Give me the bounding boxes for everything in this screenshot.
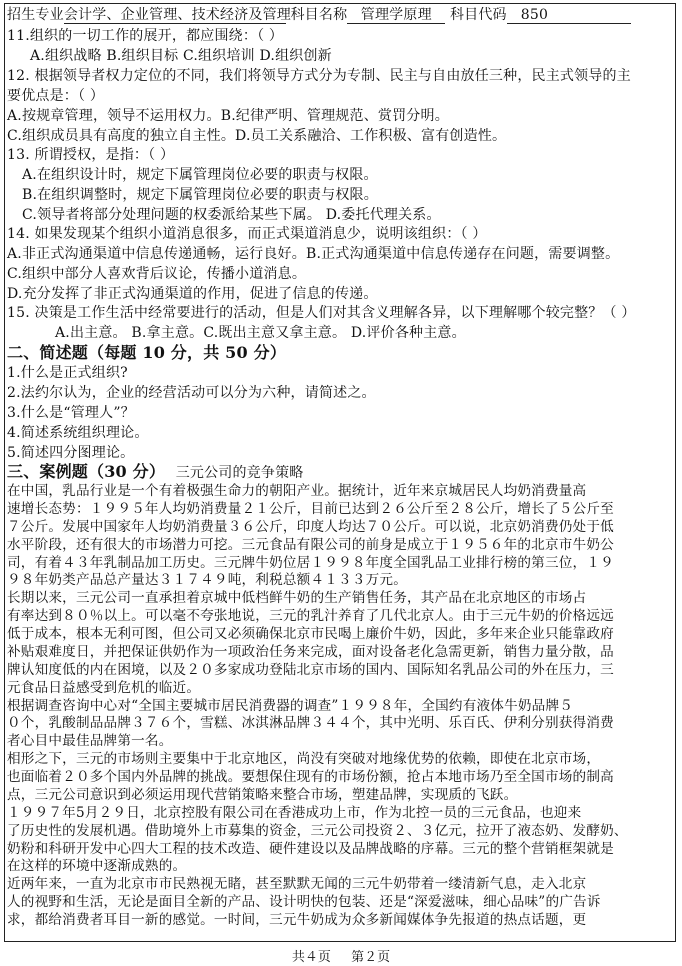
page-footer <box>0 946 682 965</box>
case-line: 人的视野和生活，无论是面目全新的产品、设计明快的包装、还是“深爱滋味，细心品味”的广告诉 <box>7 894 601 911</box>
case-line: １９９７年5月２９日，北京控股有限公司在香港成功上市，作为北控一员的三元食品，也迎来 <box>7 804 582 821</box>
case-line: 者心目中最佳品牌第一名。 <box>7 733 173 750</box>
question-13-option-cd: C.领导者将部分处理问题的权委派给某些下属。 D.委托代理关系。 <box>22 207 441 223</box>
case-line: 了历史性的发展机遇。借助境外上市募集的资金，三元公司投资２、３亿元，拉开了液态奶、发酵奶、 <box>7 822 628 839</box>
question-11-stem: 11.组织的一切工作的展开，都应围绕：（ ） <box>7 28 284 44</box>
case-line: 水平阶段，还有很大的市场潜力可挖。三元食品有限公司的前身是成立于１９５６年的北京市牛奶公 <box>7 536 614 553</box>
section-2-title: 二、简述题（每题 10 分，共 50 分） <box>7 343 287 362</box>
question-13-stem: 13. 所谓授权，是指：（ ） <box>7 147 175 163</box>
case-line: 在这样的环境中逐渐成熟的。 <box>7 858 187 875</box>
question-14-stem: 14. 如果发现某个组织小道消息很多，而正式渠道消息少，说明该组织：（ ） <box>7 226 487 242</box>
case-line: 求，都给消费者耳目一新的感觉。一时间，三元牛奶成为众多新闻媒体争先报道的热点话题，更 <box>7 912 587 928</box>
case-line: 点，三元公司意识到必须运用现代营销策略来整合市场，塑建品牌，实现质的飞跃。 <box>7 786 518 803</box>
case-line: 长期以来，三元公司一直承担着京城中低档鲜牛奶的生产销售任务，其产品在北京地区的市场占 <box>7 590 587 607</box>
question-12-option-ab: A.按规章管理，领导不运用权力。B.纪律严明、管理规范、赏罚分明。 <box>7 108 449 124</box>
short-answer-3: 3.什么是“管理人”？ <box>7 405 135 421</box>
short-answer-1: 1.什么是正式组织? <box>7 365 128 381</box>
case-line: 近两年来，一直为北京市市民熟视无睹，甚至默默无闻的三元牛奶带着一缕清新气息，走入北京 <box>7 876 587 893</box>
case-line: 也面临着２０多个国内外品牌的挑战。要想保住现有的市场份额，抢占本地市场乃至全国市场的制高 <box>7 769 614 785</box>
total-pages: 共４页 <box>291 950 331 965</box>
case-line: 司，有着４３年乳制品加工历史。三元牌牛奶位居１９９８年度全国乳品工业排行榜的第三位，１９ <box>7 554 614 571</box>
question-13-option-b: B.在组织调整时，规定下属管理岗位必要的职责与权限。 <box>22 187 378 203</box>
short-answer-5: 5.简述四分图理论。 <box>7 445 135 461</box>
case-line: 在中国，乳品行业是一个有着极强生命力的朝阳产业。据统计，近年来京城居民人均奶消费量高 <box>7 483 587 499</box>
case-line: 有率达到８０％以上。可以毫不夸张地说，三元的乳汁养育了几代北京人。由于三元牛奶的价格远远 <box>7 608 614 625</box>
question-12-stem: 12. 根据领导者权力定位的不同，我们将领导方式分为专制、民主与自由放任三种，民主式领导的主 <box>7 68 631 84</box>
case-title: 三元公司的竞争策略 <box>175 465 304 481</box>
subject-value: 管理学原理 <box>347 7 445 24</box>
exam-header <box>7 6 631 25</box>
question-14-option-ab: A.非正式沟通渠道中信息传递通畅，运行良好。B.正式沟通渠道中信息传递存在问题，需要调整。 <box>7 246 620 262</box>
case-line: ７公斤。发展中国家年人均奶消费量３６公斤，印度人均达７０公斤。可以说，北京奶消费仍处于低 <box>7 518 614 535</box>
code-label: 科目代码 <box>449 7 507 23</box>
case-line: 补贴艰难度日，并把保证供奶作为一项政治任务来完成，面对设备老化急需更新，销售力量分散，品 <box>7 643 614 660</box>
question-11-options: A.组织战略 B.组织目标 C.组织培训 D.组织创新 <box>30 48 332 64</box>
question-15-stem: 15. 决策是工作生活中经常要进行的活动，但是人们对其含义理解各异，以下理解哪个较完整？（ ） <box>7 305 636 321</box>
current-page: 第２页 <box>351 950 391 965</box>
case-line: 相形之下，三元的市场则主要集中于北京地区，尚没有突破对地缘优势的依赖，即使在北京市场， <box>7 751 601 768</box>
code-value: 850 <box>507 7 631 24</box>
question-12-stem-cont: 要优点是：（ ） <box>7 88 105 104</box>
case-line: 元食品日益感受到危机的临近。 <box>7 679 201 696</box>
case-line: 低于成本，根本无利可图，但公司又必须确保北京市民喝上廉价牛奶，因此，多年来企业只能靠政府 <box>7 626 614 642</box>
case-line: 牌认知度低的内在困境，以及２０多家成功登陆北京市场的国内、国际知名乳品公司的外在压力，三 <box>7 661 614 678</box>
question-15-options: A.出主意。 B.拿主意。C.既出主意又拿主意。 D.评价各种主意。 <box>55 325 466 341</box>
section-3-header <box>7 462 304 483</box>
case-line: ０个，乳酸制品品牌３７６个，雪糕、冰淇淋品牌３４４个，其中光明、乐百氏、伊利分别获得消费 <box>7 715 614 732</box>
question-12-option-cd: C.组织成员具有高度的独立自主性。D.员工关系融洽、工作积极、富有创造性。 <box>7 128 507 144</box>
short-answer-2: 2.法约尔认为，企业的经营活动可以分为六种，请简述之。 <box>7 385 376 401</box>
section-3-title: 三、案例题（30 分） <box>7 462 166 481</box>
question-14-option-c: C.组织中部分人喜欢背后议论，传播小道消息。 <box>7 266 307 282</box>
case-line: 速增长态势：１９９５年人均奶消费量２１公斤，目前已达到２６公斤至２８公斤，增长了５公斤至 <box>7 500 614 517</box>
case-line: 根据调查咨询中心对“全国主要城市居民消费器的调查”１９９８年，全国约有液体牛奶品牌５ <box>7 697 574 714</box>
major-value: 会计学、企业管理、技术经济及管理 <box>63 7 292 23</box>
question-13-option-a: A.在组织设计时，规定下属管理岗位必要的职责与权限。 <box>22 167 378 183</box>
question-14-option-d: D.充分发挥了非正式沟通渠道的作用，促进了信息的传递。 <box>7 286 378 302</box>
short-answer-4: 4.简述系统组织理论。 <box>7 425 149 441</box>
subject-label: 科目名称 <box>290 7 348 23</box>
case-line: 奶粉和科研开发中心四大工程的技术改造、硬件建设以及品牌战略的序幕。三元的整个营销框架就是 <box>7 840 614 857</box>
major-label: 招生专业 <box>7 7 64 23</box>
case-line: ９８年奶类产品总产量达３１７４９吨，利税总额４１３３万元。 <box>7 572 408 589</box>
